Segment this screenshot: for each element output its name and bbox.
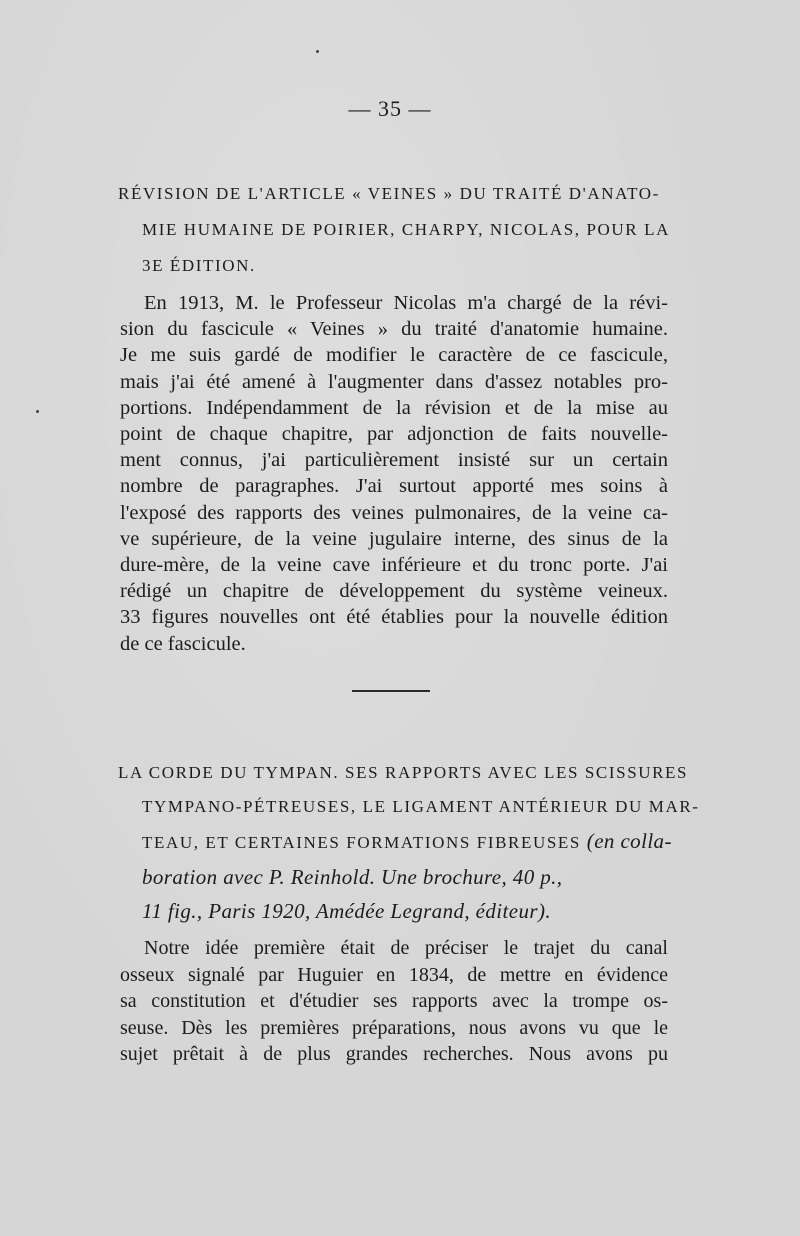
citation-text: (en colla- bbox=[586, 829, 672, 853]
text-line: de ce fascicule. bbox=[120, 632, 246, 655]
text-line: sujet prêtait à de plus grandes recherches. Nous avons pu bbox=[120, 1043, 668, 1066]
text-line: rédigé un chapitre de développement du système veineux. bbox=[120, 580, 668, 603]
text-line: seuse. Dès les premières préparations, nous avons vu que le bbox=[120, 1016, 668, 1039]
section-1-paragraph bbox=[120, 290, 668, 657]
heading-line: TYMPANO-PÉTREUSES, LE LIGAMENT ANTÉRIEUR DU MAR- bbox=[142, 797, 700, 816]
heading-line: RÉVISION DE L'ARTICLE « VEINES » DU TRAITÉ D'ANATO- bbox=[118, 184, 660, 203]
section-divider bbox=[352, 690, 430, 692]
text-line: ment connus, j'ai particulièrement insisté sur un certain bbox=[120, 449, 668, 472]
page-number: — 35 — bbox=[348, 96, 432, 121]
citation-line: boration avec P. Reinhold. Une brochure, 40 p., bbox=[142, 865, 563, 889]
text-line: l'exposé des rapports des veines pulmonaires, de la veine ca- bbox=[120, 501, 668, 524]
section-2-heading bbox=[118, 756, 700, 928]
text-line: ve supérieure, de la veine jugulaire interne, des sinus de la bbox=[120, 527, 668, 550]
text-line: point de chaque chapitre, par adjonction de faits nouvelle- bbox=[120, 423, 668, 446]
text-line: En 1913, M. le Professeur Nicolas m'a chargé de la révi- bbox=[144, 292, 668, 314]
text-line: mais j'ai été amené à l'augmenter dans d'assez notables pro- bbox=[120, 370, 668, 393]
heading-line: MIE HUMAINE DE POIRIER, CHARPY, NICOLAS, POUR LA bbox=[142, 220, 670, 239]
section-1-heading bbox=[118, 176, 678, 284]
text-line: osseux signalé par Huguier en 1834, de mettre en évidence bbox=[120, 963, 668, 986]
print-speck bbox=[36, 410, 39, 413]
text-line: sion du fascicule « Veines » du traité d'anatomie humaine. bbox=[120, 318, 668, 341]
section-2-paragraph bbox=[120, 935, 668, 1068]
heading-text: TEAU, ET CERTAINES FORMATIONS FIBREUSES bbox=[142, 833, 581, 852]
text-line: 33 figures nouvelles ont été établies pour la nouvelle édition bbox=[120, 606, 668, 629]
heading-line: LA CORDE DU TYMPAN. SES RAPPORTS AVEC LES SCISSURES bbox=[118, 763, 689, 782]
text-line: sa constitution et d'étudier ses rapports avec la trompe os- bbox=[120, 990, 668, 1013]
text-line: portions. Indépendamment de la révision et de la mise au bbox=[120, 396, 668, 419]
text-line: Je me suis gardé de modifier le caractère de ce fascicule, bbox=[120, 344, 668, 367]
text-line: dure-mère, de la veine cave inférieure et du tronc porte. J'ai bbox=[120, 554, 668, 577]
citation-line: 11 fig., Paris 1920, Amédée Legrand, éditeur). bbox=[142, 899, 551, 923]
print-speck bbox=[316, 50, 319, 53]
text-line: nombre de paragraphes. J'ai surtout apporté mes soins à bbox=[120, 475, 668, 498]
text-line: Notre idée première était de préciser le trajet du canal bbox=[144, 937, 668, 959]
heading-line: 3E ÉDITION. bbox=[142, 256, 256, 275]
heading-line bbox=[118, 824, 678, 860]
